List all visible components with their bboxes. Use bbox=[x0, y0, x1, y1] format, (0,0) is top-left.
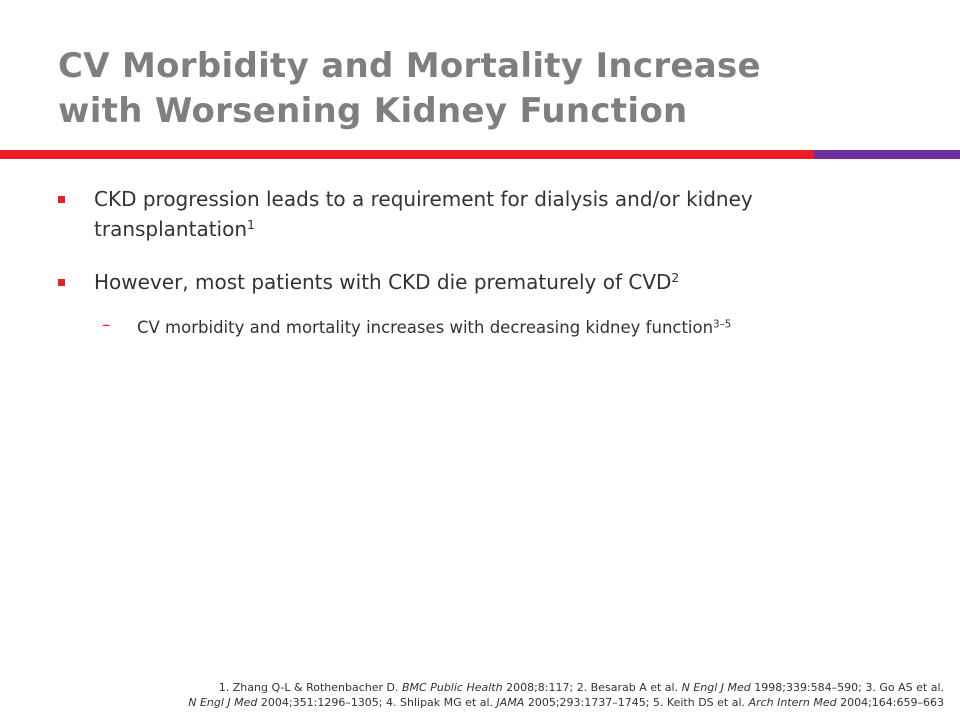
bullet-square-icon bbox=[58, 279, 65, 286]
ref-journal: Arch Intern Med bbox=[748, 696, 837, 709]
ref-text: 1998;339:584–590; 3. Go AS et al. bbox=[750, 681, 944, 694]
slide-title bbox=[58, 44, 918, 134]
ref-journal: JAMA bbox=[496, 696, 525, 709]
references-line-2 bbox=[44, 695, 944, 710]
bullet-text-continued: transplantation bbox=[94, 217, 248, 241]
citation-superscript: 2 bbox=[671, 270, 680, 286]
ref-text: 2008;8:117; 2. Besarab A et al. bbox=[502, 681, 682, 694]
title-line-2: with Worsening Kidney Function bbox=[58, 91, 688, 131]
citation-superscript: 3–5 bbox=[713, 319, 732, 331]
ref-text: 2005;293:1737–1745; 5. Keith DS et al. bbox=[524, 696, 749, 709]
bullet-item bbox=[94, 267, 914, 297]
ref-journal: N Engl J Med bbox=[681, 681, 751, 694]
references-line-1 bbox=[44, 680, 944, 695]
sub-bullet-text: CV morbidity and mortality increases with decreasing kidney function bbox=[137, 318, 714, 337]
bullet-square-icon bbox=[58, 196, 65, 203]
bullet-text: However, most patients with CKD die prematurely of CVD bbox=[94, 270, 672, 294]
ref-text: 1. Zhang Q-L & Rothenbacher D. bbox=[218, 681, 402, 694]
ref-journal: BMC Public Health bbox=[402, 681, 503, 694]
title-line-1: CV Morbidity and Mortality Increase bbox=[58, 46, 761, 86]
sub-bullet-dash-icon: – bbox=[102, 315, 111, 335]
citation-superscript: 1 bbox=[247, 217, 255, 233]
ref-journal: N Engl J Med bbox=[188, 696, 258, 709]
bullet-text: CKD progression leads to a requirement for dialysis and/or kidney bbox=[94, 187, 753, 211]
title-divider-red bbox=[0, 150, 814, 159]
title-divider-purple bbox=[814, 150, 960, 159]
ref-text: 2004;351:1296–1305; 4. Shlipak MG et al. bbox=[257, 696, 497, 709]
bullet-item bbox=[94, 184, 914, 244]
ref-text: 2004;164:659–663 bbox=[836, 696, 944, 709]
references-footnote bbox=[44, 680, 944, 710]
sub-bullet-item bbox=[137, 315, 937, 341]
